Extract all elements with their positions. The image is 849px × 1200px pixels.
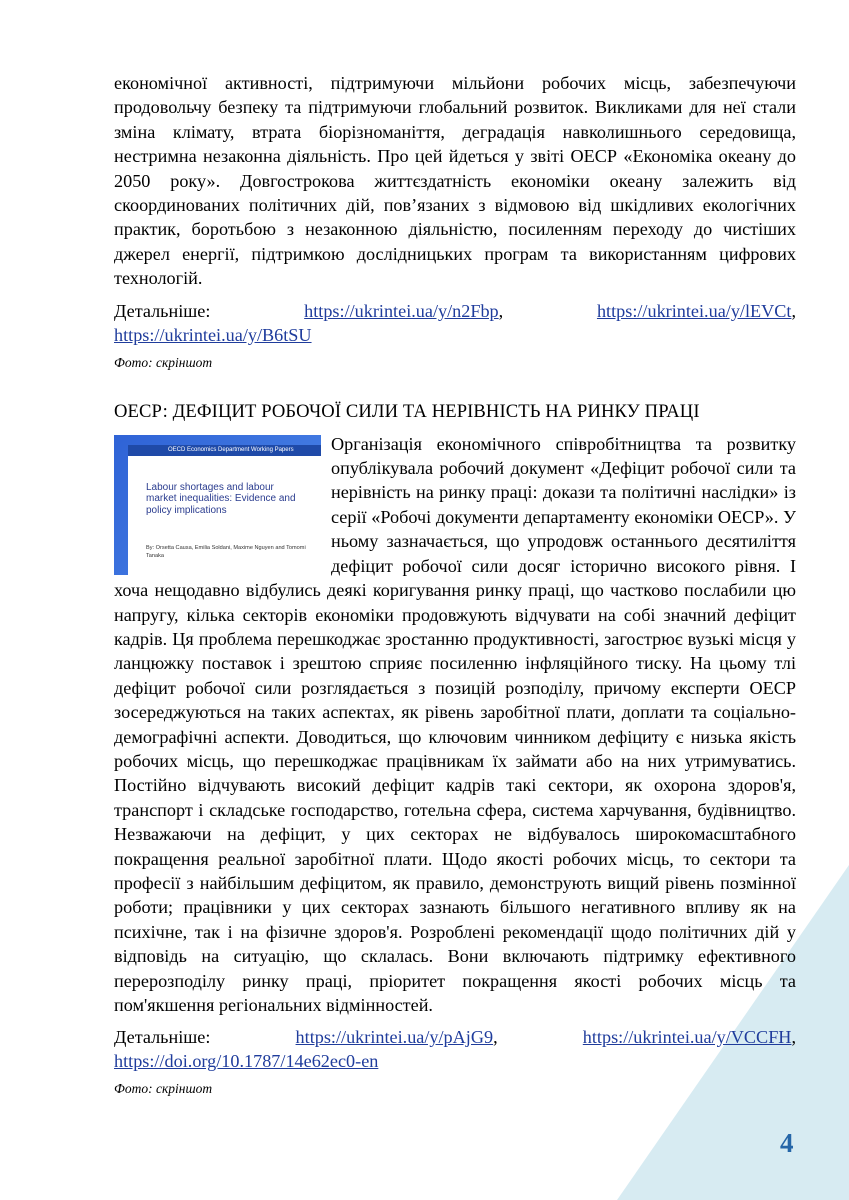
- cover-authors: By: Orsetta Causa, Emilia Soldani, Maxime Nguyen and Tomomi Tanaka: [146, 544, 306, 559]
- article1-photo-caption: Фото: скріншот: [114, 354, 213, 370]
- article2-link-2[interactable]: https://ukrintei.ua/y/VCCFH: [582, 1027, 792, 1048]
- report-cover-image: [114, 435, 321, 575]
- article2-heading: ОЕСР: ДЕФІЦИТ РОБОЧОЇ СИЛИ ТА НЕРІВНІСТЬ НА РИНКУ ПРАЦІ: [114, 400, 700, 422]
- article2-link-1[interactable]: https://ukrintei.ua/y/pAjG9: [295, 1027, 494, 1048]
- article2-link-3[interactable]: https://doi.org/10.1787/14e62ec0-en: [114, 1051, 379, 1072]
- page-content: [114, 71, 796, 1097]
- article2-body: Організація економічного співробітництва та розвитку опублікувала робочий документ «Дефіцит робочої сили та нерівність на ринку праці: докази та політичні наслідки» із серії «Робочі документи департаменту економіки ОЕСР». У ньому зазначається, що упродовж останнього десятиліття дефіцит робочої сили досяг історично високого рівня. І хоча нещодавно відбулись деякі коригування ринку праці, що частково послабили цю напругу, кілька секторів економіки продовжують відчувати на собі значний дефіцит кадрів. Ця проблема перешкоджає зростанню продуктивності, загострює вузькі місця у ланцюжку поставок і зрештою сприяє посиленню інфляційного тиску. На цьому тлі дефіцит робочої сили розглядається з позицій розподілу, причому експерти ОЕСР зосереджуються на таких аспектах, як рівень заробітної плати, доплати та соціально-демографічні аспекти. Доводиться, що ключовим чинником дефіциту є низька якість робочих місць, що перешкоджає працівникам їх займати або на них утримуватись. Постійно відчувають високий дефіцит кадрів такі сектори, як охорона здоров'я, транспорт і складське господарство, готельна сфера, система харчування, будівництво. Незважаючи на дефіцит, у цих секторах не відбувалось широкомасштабного покращення реальної заробітної плати. Щодо якості робочих місць, то сектори та професії з найбільшим дефіцитом, як правило, демонструють вищий рівень позмінної роботи; працівники у цих секторах зазнають більшого негативного впливу як на психічне, так і на фізичне здоров'я. Розроблені рекомендації щодо політичних дій у відповідь на ситуацію, що склалась. Вони включають підтримку ефективного перерозподілу ринку праці, пріоритет покращення якості робочих місць та пом'якшення регіональних відмінностей.: [114, 433, 796, 1015]
- cover-title: Labour shortages and labour market inequalities: Evidence and policy implications: [146, 481, 296, 516]
- article1-body: економічної активності, підтримуючи мільйони робочих місць, забезпечуючи продовольчу безпеку та підтримуючи глобальний розвиток. Викликами для неї стали зміна клімату, втрата біорізноманіття, деградація навколишнього середовища, нестримна незаконна діяльність. Про цей йдеться у звіті ОЕСР «Економіка океану до 2050 року». Довгострокова життєздатність економіки океану залежить від скоординованих політичних дій, пов’язаних з відмовою від шкідливих екологічних практик, боротьбою з незаконною діяльністю, посиленням переходу до чистіших джерел енергії, підтримкою дослідницьких програм та використанням цифрових технологій.: [114, 73, 796, 289]
- article2-more-line: Детальніше: https://ukrintei.ua/y/pAjG9, https://ukrintei.ua/y/VCCFH,: [114, 1027, 796, 1048]
- article2-photo-caption: Фото: скріншот: [114, 1081, 213, 1097]
- article1-link-2[interactable]: https://ukrintei.ua/y/lEVCt: [596, 300, 792, 321]
- article1-more-line-2: [114, 323, 796, 347]
- cover-series-label: OECD Economics Department Working Papers: [128, 445, 321, 456]
- more-label: Детальніше:: [114, 300, 211, 321]
- article1-link-3[interactable]: https://ukrintei.ua/y/B6tSU: [114, 324, 312, 345]
- article1-more-line: Детальніше: https://ukrintei.ua/y/n2Fbp, https://ukrintei.ua/y/lEVCt,: [114, 300, 796, 321]
- article2-more-line-2: [114, 1049, 796, 1073]
- more-label: Детальніше:: [114, 1027, 211, 1048]
- page-number: 4: [780, 1128, 794, 1158]
- article1-link-1[interactable]: https://ukrintei.ua/y/n2Fbp: [304, 300, 499, 321]
